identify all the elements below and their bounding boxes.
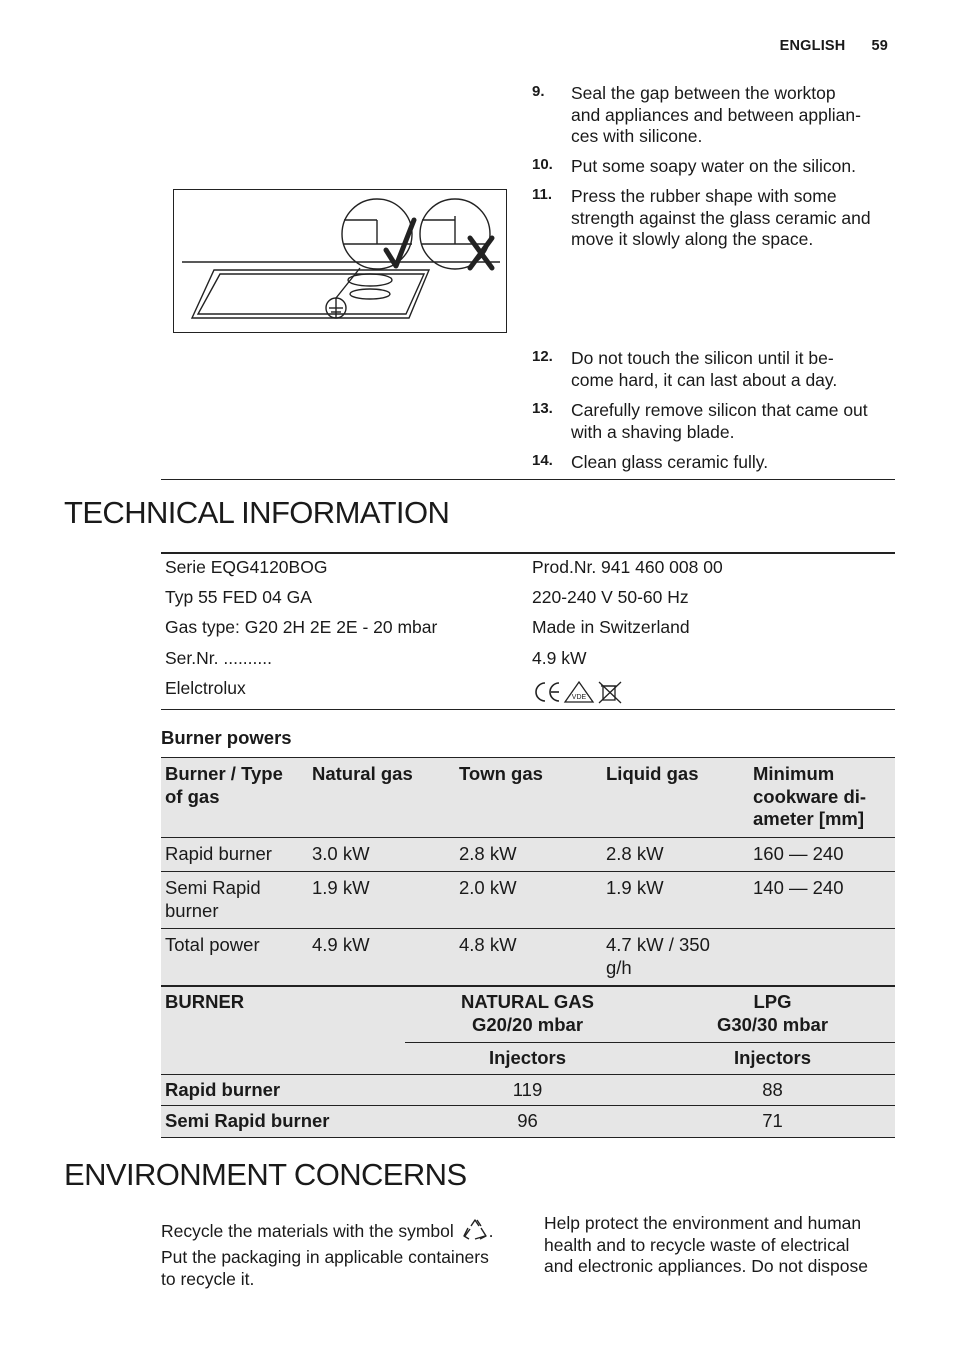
table-cell: Semi Rapid burner — [165, 1110, 330, 1131]
hob-drawing-icon — [174, 190, 505, 331]
check-mark-icon — [386, 220, 414, 266]
tech-gas-type: Gas type: G20 2H 2E 2E - 20 mbar — [165, 617, 438, 637]
step-text: Press the rubber shape with some strength against the glass ceramic and move it slowly along the space. — [571, 186, 871, 249]
column-header: Injectors — [405, 1043, 650, 1075]
column-header: Natural gas — [312, 763, 413, 784]
step-number: 12. — [532, 348, 553, 365]
step-number: 13. — [532, 400, 553, 417]
step-text: Seal the gap between the worktop and appliances and between applian- ces with silicone. — [571, 83, 861, 146]
technical-info-title: TECHNICAL INFORMATION — [64, 495, 450, 530]
step-text: Put some soapy water on the silicon. — [571, 156, 857, 176]
table-cell: 4.7 kW / 350 g/h — [606, 934, 710, 978]
table-cell — [749, 929, 895, 987]
column-header: BURNER — [161, 986, 405, 1074]
table-cell: 96 — [517, 1110, 538, 1131]
table-cell: 1.9 kW — [312, 877, 370, 898]
step-number: 14. — [532, 452, 553, 469]
help-paragraph: Help protect the environment and human health and to recycle waste of electrical and electronic appliances. Do not dispose — [544, 1213, 868, 1276]
table-cell: 4.9 kW — [312, 934, 370, 955]
table-cell: 3.0 kW — [312, 842, 370, 864]
table-cell: 1.9 kW — [606, 877, 664, 898]
weee-crossed-bin-icon — [599, 682, 621, 703]
table-cell: 119 — [512, 1078, 543, 1100]
column-header: Burner / Type of gas — [165, 763, 283, 807]
page-header — [780, 38, 888, 54]
section-divider — [161, 479, 895, 480]
recycle-text-end: . — [488, 1221, 494, 1241]
table-cell: 71 — [762, 1110, 783, 1131]
ce-mark-icon — [536, 683, 559, 701]
recycle-text: Recycle the materials with the symbol — [161, 1221, 454, 1241]
step-number: 9. — [532, 83, 545, 100]
table-cell: 2.8 kW — [459, 842, 517, 864]
table-row — [161, 1074, 895, 1106]
vde-triangle-icon — [565, 682, 593, 702]
table-header-row — [161, 986, 895, 1043]
tech-power: 4.9 kW — [532, 648, 587, 668]
step-text: Carefully remove silicon that came out with a shaving blade. — [571, 400, 868, 442]
cross-mark-icon — [470, 238, 492, 268]
step-text: Do not touch the silicon until it be- come hard, it can last about a day. — [571, 348, 838, 390]
column-header: Injectors — [650, 1043, 895, 1075]
tech-origin: Made in Switzerland — [532, 617, 690, 637]
table-row — [161, 837, 895, 872]
packaging-paragraph: Put the packaging in applicable containers to recycle it. — [161, 1247, 489, 1289]
certification-marks — [532, 679, 627, 705]
step-number: 10. — [532, 156, 553, 173]
tech-table-bottom-rule — [161, 709, 895, 710]
injectors-table — [161, 985, 895, 1138]
column-header: Town gas — [459, 763, 543, 784]
tech-table-top-rule — [161, 552, 895, 554]
environment-title: ENVIRONMENT CONCERNS — [64, 1157, 467, 1192]
step-number: 11. — [532, 186, 553, 203]
svg-text:VDE: VDE — [571, 694, 587, 701]
burner-powers-table — [161, 757, 895, 987]
table-cell: 140 — 240 — [753, 877, 844, 898]
table-row — [161, 1106, 895, 1138]
language-label: ENGLISH — [779, 38, 846, 54]
tech-brand: Elelctrolux — [165, 678, 246, 698]
table-cell: 2.0 kW — [459, 877, 517, 898]
tech-voltage: 220-240 V 50-60 Hz — [532, 587, 689, 607]
step-text: Clean glass ceramic fully. — [571, 452, 769, 472]
table-cell: 160 — 240 — [753, 842, 844, 864]
table-cell: Rapid burner — [165, 1078, 281, 1100]
table-cell: Rapid burner — [165, 842, 272, 864]
column-header: Minimum cookware di- ameter [mm] — [753, 763, 867, 829]
recycle-icon — [461, 1217, 489, 1243]
table-cell: 2.8 kW — [606, 842, 664, 864]
column-header: NATURAL GAS G20/20 mbar — [461, 991, 594, 1035]
table-row — [161, 929, 895, 987]
recycle-paragraph — [161, 1217, 521, 1243]
tech-serie: Serie EQG4120BOG — [165, 557, 328, 577]
silicone-seal-illustration — [173, 189, 507, 333]
burner-powers-title: Burner powers — [161, 727, 292, 748]
table-cell: 4.8 kW — [459, 934, 517, 955]
tech-typ: Typ 55 FED 04 GA — [165, 587, 312, 607]
page-number: 59 — [871, 38, 888, 54]
column-header: LPG G30/30 mbar — [716, 991, 829, 1035]
table-header-row — [161, 758, 895, 838]
table-row — [161, 872, 895, 929]
table-cell: Semi Rapid burner — [165, 877, 261, 921]
tech-prod-nr: Prod.Nr. 941 460 008 00 — [532, 557, 723, 577]
tech-ser-nr: Ser.Nr. .......... — [165, 648, 272, 668]
table-cell: 88 — [762, 1078, 783, 1100]
table-cell: Total power — [165, 934, 260, 955]
column-header: Liquid gas — [606, 763, 699, 784]
